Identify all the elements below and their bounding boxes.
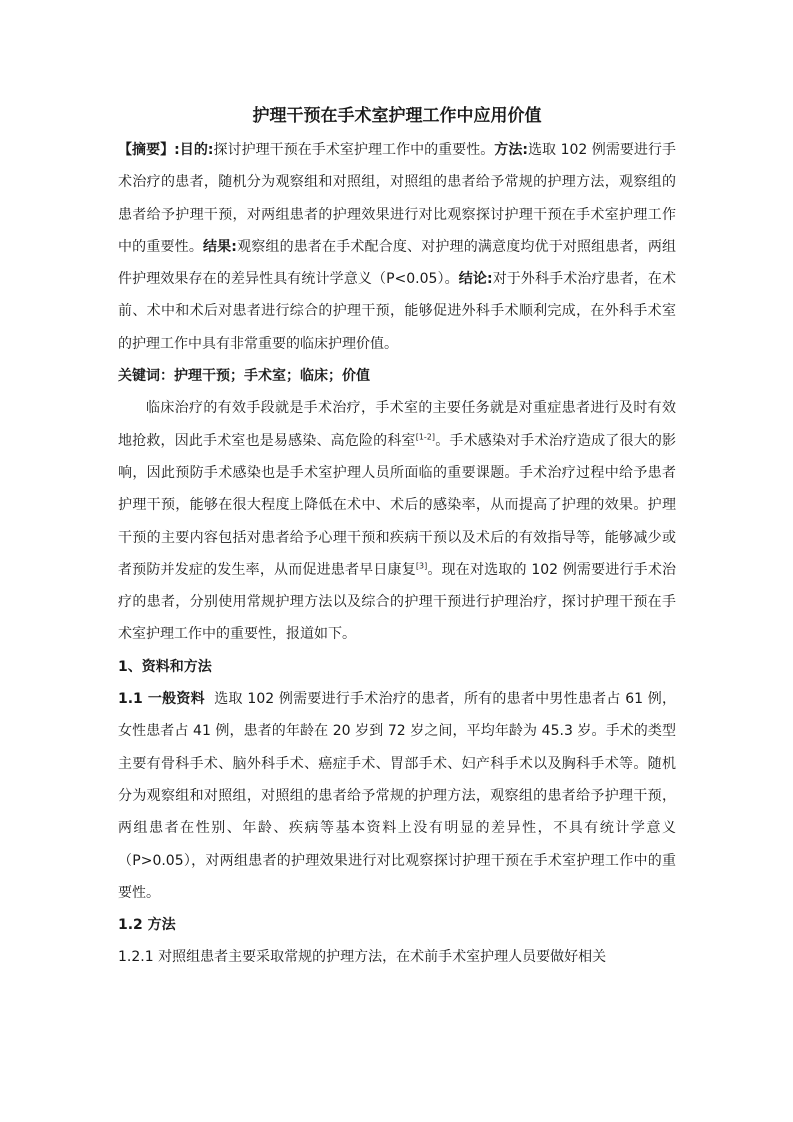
conclusion-label: 结论: (458, 271, 493, 288)
section-heading-1: 1、资料和方法 (118, 658, 212, 675)
objective-label: 目的: (179, 142, 214, 158)
paper-title: 护理干预在手术室护理工作中应用价值 (252, 106, 542, 126)
section-heading-1-2: 1.2 方法 (118, 917, 176, 934)
general-data-paragraph (118, 683, 676, 909)
subsection-label-1-1: 1.1 一般资料 (118, 691, 205, 708)
intro-text-2: 。手术感染对手术治疗造成了很大的影响，因此预防手术感染也是手术室护理人员所面临的重要课题。手术治疗过程中给予患者护理干预，能够在很大程度上降低在术中、术后的感染率，从而提高了护理的效果。护理干预的主要内容包括对患者给予心理干预和疾病干预以及术后的有效指导等，能够减少或者预防并发症的发生率，从而促进患者早日康复 (118, 432, 677, 578)
result-label: 结果: (202, 238, 237, 255)
objective-text: 探讨护理干预在手术室护理工作中的重要性。 (213, 142, 495, 158)
intro-text-1: 临床治疗的有效手段就是手术治疗，手术室的主要任务就是对重症患者进行及时有效地抢救，因此手术室也是易感染、高危险的科室 (118, 400, 676, 449)
abstract-label: 【摘要】: (118, 142, 180, 158)
method-text: 选取 102 例需要进行手术治疗的患者，随机分为观察组和对照组，对照组的患者给予常规的护理方法，观察组的患者给予护理干预，对两组患者的护理效果进行对比观察探讨护理干预在手术室护理工作中的重要性。 (118, 142, 676, 255)
keywords: 关键词：护理干预；手术室；临床；价值 (118, 368, 370, 385)
result-text: 观察组的患者在手术配合度、对护理的满意度均优于对照组患者，两组件护理效果存在的差异性具有统计学意义（P<0.05）。 (118, 238, 676, 288)
method-paragraph: 1.2.1 对照组患者主要采取常规的护理方法，在术前手术室护理人员要做好相关 (118, 949, 607, 966)
general-data-text: 选取 102 例需要进行手术治疗的患者，所有的患者中男性患者占 61 例，女性患者占 41 例，患者的年龄在 20 岁到 72 岁之间，平均年龄为 45.3 岁。手术的类型主要有骨科手术、脑外科手术、癌症手术、胃部手术、妇产科手术以及胸科手术等。随机分为观察组和对照组，对照组的患者给予常规的护理方法，观察组的患者给予护理干预，两组患者在性别、年龄、疾病等基本资料上没有明显的差异性，不具有统计学意义（P>0.05），对两组患者的护理效果进行对比观察探讨护理干预在手术室护理工作中的重要性。 (118, 691, 676, 901)
citation-1: [1-2] (415, 432, 436, 442)
citation-2: [3] (415, 561, 428, 571)
intro-text-3: 。现在对选取的 102 例需要进行手术治疗的患者，分别使用常规护理方法以及综合的护理干预进行护理治疗，探讨护理干预在手术室护理工作中的重要性，报道如下。 (118, 561, 677, 643)
conclusion-text: 对于外科手术治疗患者，在术前、术中和术后对患者进行综合的护理干预，能够促进外科手术顺利完成，在外科手术室的护理工作中具有非常重要的临床护理价值。 (118, 271, 676, 352)
intro-paragraph (118, 392, 676, 650)
abstract-paragraph (118, 134, 676, 360)
method-label: 方法: (494, 142, 528, 158)
document-page (118, 100, 676, 974)
